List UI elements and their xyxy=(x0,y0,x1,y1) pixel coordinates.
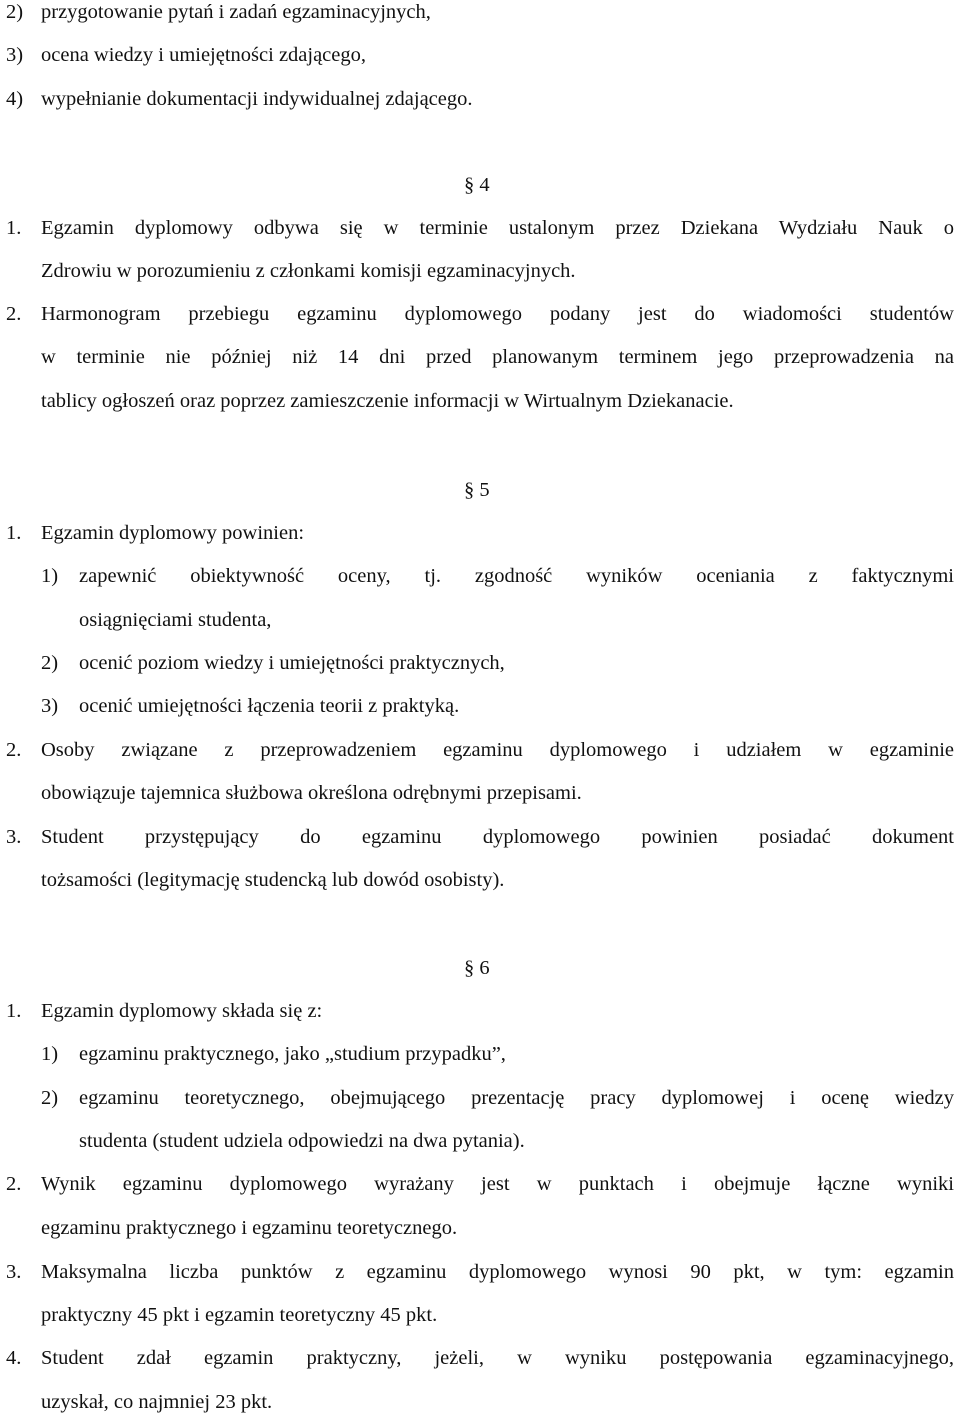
list-item: ocenić umiejętności łączenia teorii z praktyką. xyxy=(79,695,460,717)
paragraph-line: w terminie nie później niż 14 dni przed planowanym terminem jego przeprowadzenia na xyxy=(41,346,954,368)
list-item: egzaminu teoretycznego, obejmującego prezentację pracy dyplomowej i ocenę wiedzy xyxy=(79,1087,954,1109)
paragraph-marker: 1. xyxy=(6,522,22,544)
paragraph-line: Maksymalna liczba punktów z egzaminu dyplomowego wynosi 90 pkt, w tym: egzamin xyxy=(41,1261,954,1283)
paragraph-marker: 1. xyxy=(6,1000,22,1022)
list-marker: 1) xyxy=(41,565,59,587)
paragraph-line: Egzamin dyplomowy powinien: xyxy=(41,522,305,544)
paragraph-line: Osoby związane z przeprowadzeniem egzaminu dyplomowego i udziałem w egzaminie xyxy=(41,739,954,761)
paragraph-line: Wynik egzaminu dyplomowego wyrażany jest w punktach i obejmuje łączne wyniki xyxy=(41,1173,954,1195)
paragraph-marker: 2. xyxy=(6,303,22,325)
paragraph-line: Egzamin dyplomowy odbywa się w terminie ustalonym przez Dziekana Wydziału Nauk o xyxy=(41,217,954,239)
list-item: studenta (student udziela odpowiedzi na dwa pytania). xyxy=(79,1130,525,1152)
list-marker: 1) xyxy=(41,1043,59,1065)
paragraph-line: Harmonogram przebiegu egzaminu dyplomowego podany jest do wiadomości studentów xyxy=(41,303,954,325)
list-marker: 3) xyxy=(41,695,59,717)
paragraph-line: egzaminu praktycznego i egzaminu teoretycznego. xyxy=(41,1217,458,1239)
list-item: ocenić poziom wiedzy i umiejętności praktycznych, xyxy=(79,652,505,674)
paragraph-line: Egzamin dyplomowy składa się z: xyxy=(41,1000,323,1022)
paragraph-line: uzyskał, co najmniej 23 pkt. xyxy=(41,1391,273,1413)
paragraph-line: Student zdał egzamin praktyczny, jeżeli, w wyniku postępowania egzaminacyjnego, xyxy=(41,1347,954,1369)
list-marker: 2) xyxy=(6,1,24,23)
list-item: ocena wiedzy i umiejętności zdającego, xyxy=(41,44,367,66)
paragraph-marker: 2. xyxy=(6,739,22,761)
paragraph-marker: 2. xyxy=(6,1173,22,1195)
paragraph-marker: 4. xyxy=(6,1347,22,1369)
list-item: wypełnianie dokumentacji indywidualnej zdającego. xyxy=(41,88,473,110)
paragraph-marker: 3. xyxy=(6,1261,22,1283)
list-item: zapewnić obiektywność oceny, tj. zgodność wyników oceniania z faktycznymi xyxy=(79,565,954,587)
paragraph-marker: 3. xyxy=(6,826,22,848)
list-marker: 4) xyxy=(6,88,24,110)
paragraph-line: tożsamości (legitymację studencką lub dowód osobisty). xyxy=(41,869,505,891)
paragraph-line: Zdrowiu w porozumieniu z członkami komisji egzaminacyjnych. xyxy=(41,260,576,282)
list-item: egzaminu praktycznego, jako „studium przypadku”, xyxy=(79,1043,506,1065)
list-marker: 3) xyxy=(6,44,24,66)
paragraph-line: Student przystępujący do egzaminu dyplomowego powinien posiadać dokument xyxy=(41,826,954,848)
list-marker: 2) xyxy=(41,652,59,674)
paragraph-line: obowiązuje tajemnica służbowa określona odrębnymi przepisami. xyxy=(41,782,582,804)
section-heading: § 4 xyxy=(464,174,490,196)
list-item: przygotowanie pytań i zadań egzaminacyjnych, xyxy=(41,1,431,23)
list-item: osiągnięciami studenta, xyxy=(79,609,272,631)
paragraph-line: tablicy ogłoszeń oraz poprzez zamieszczenie informacji w Wirtualnym Dziekanacie. xyxy=(41,390,734,412)
paragraph-line: praktyczny 45 pkt i egzamin teoretyczny 45 pkt. xyxy=(41,1304,438,1326)
list-marker: 2) xyxy=(41,1087,59,1109)
paragraph-marker: 1. xyxy=(6,217,22,239)
section-heading: § 5 xyxy=(464,479,490,501)
section-heading: § 6 xyxy=(464,957,490,979)
